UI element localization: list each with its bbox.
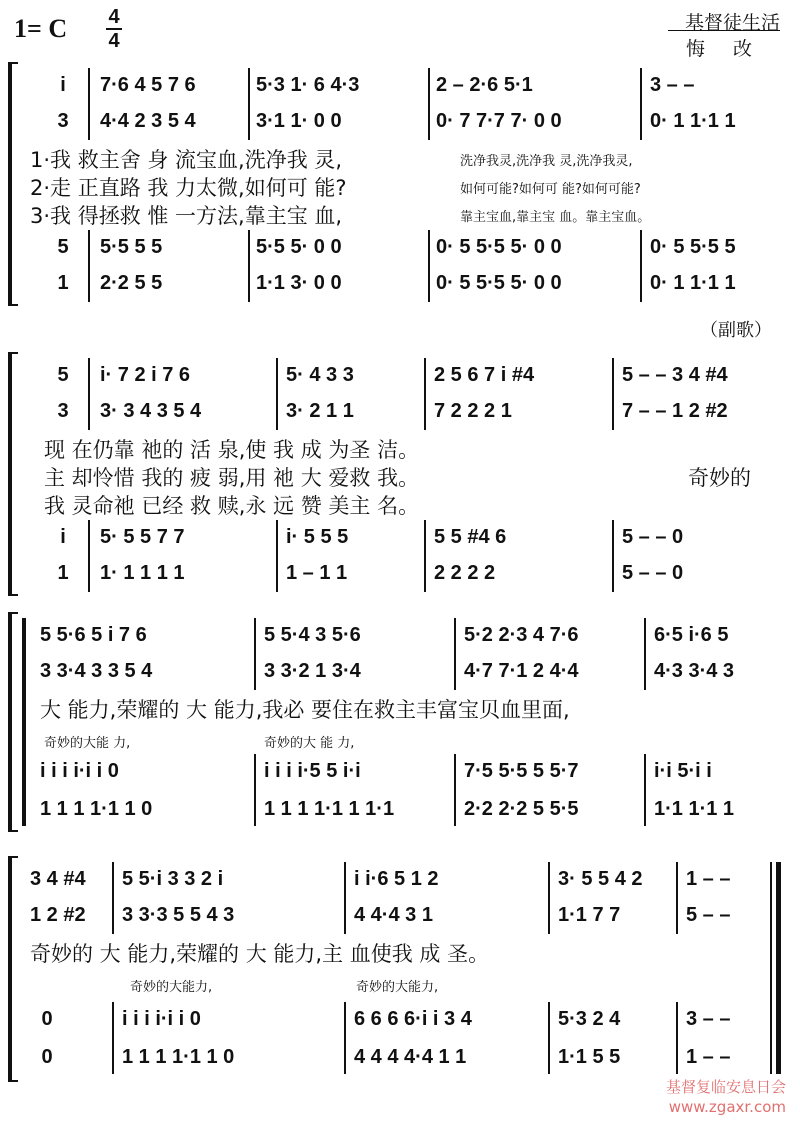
measure: 3 – – — [686, 1007, 731, 1030]
measure: i i·6 5 1 2 — [354, 867, 439, 890]
lead-note: 3 — [57, 109, 69, 132]
bass-row — [0, 1042, 800, 1072]
measure: i i i i·i i 0 — [40, 759, 119, 782]
bass-row — [0, 794, 800, 824]
measure: 7·6 4 5 7 6 — [100, 73, 196, 96]
lead-note: 5 — [57, 363, 69, 386]
measure: 4 4·4 3 1 — [354, 903, 433, 926]
measure: 5 – – — [686, 903, 731, 926]
meter-top: 4 — [108, 6, 120, 28]
measure: 2 2 2 2 — [434, 561, 496, 584]
tenor-lyric: 奇妙的大能 力, — [44, 736, 131, 751]
measure: 1 – – — [686, 1045, 731, 1068]
lyric-echo: 洗净我灵,洗净我 灵,洗净我灵, — [460, 154, 633, 169]
lead-note: i — [60, 73, 66, 96]
measure: 4 4 4 4·4 1 1 — [354, 1045, 467, 1068]
lyric-line-1 — [0, 144, 800, 172]
measure: 5·5 5· 0 0 — [256, 235, 342, 258]
tenor-row — [0, 1004, 800, 1034]
measure: 4·7 7·1 2 4·4 — [464, 659, 579, 682]
meter-bottom: 4 — [108, 30, 120, 52]
alto-row — [0, 900, 800, 930]
lyric-line-2 — [0, 462, 800, 490]
alto-row — [0, 106, 800, 136]
lyric-text: 大 能力,荣耀的 大 能力,我必 要住在救主丰富宝贝血里面, — [40, 698, 570, 722]
measure: 4·3 3·4 3 — [654, 659, 735, 682]
measure: 1·1 3· 0 0 — [256, 271, 342, 294]
measure: 5 – – 0 — [622, 525, 684, 548]
lyric-text: 3·我 得拯救 惟 一方法,靠主宝 血, — [30, 204, 343, 228]
measure: 1 1 1 1·1 1 0 — [40, 797, 153, 820]
measure: 7·5 5·5 5 5·7 — [464, 759, 579, 782]
tenor-lyric: 奇妙的大能力, — [356, 980, 439, 995]
lead-note: 0 — [41, 1007, 53, 1030]
tenor-lyric: 奇妙的大 能 力, — [264, 736, 355, 751]
tenor-row — [0, 756, 800, 786]
measure: 5 5·6 5 i 7 6 — [40, 623, 147, 646]
measure: 3 3·4 3 3 5 4 — [40, 659, 153, 682]
measure: i· 7 2 i 7 6 — [100, 363, 191, 386]
soprano-row — [0, 864, 800, 894]
measure: 5· 5 5 7 7 — [100, 525, 185, 548]
measure: 7 – – 1 2 #2 — [622, 399, 728, 422]
lyric-text: 1·我 救主舍 身 流宝血,洗净我 灵, — [30, 148, 343, 172]
measure: 5 5·i 3 3 2 i — [122, 867, 224, 890]
lead-note: 0 — [41, 1045, 53, 1068]
measure: 0· 1 1·1 1 — [650, 109, 736, 132]
bass-row — [0, 268, 800, 298]
measure: 3 3·2 1 3·4 — [264, 659, 361, 682]
watermark-url: www.zgaxr.com — [668, 1098, 786, 1116]
system-2 — [0, 348, 800, 598]
measure: 5·3 1· 6 4·3 — [256, 73, 360, 96]
lyric-text: 现 在仍靠 祂的 活 泉,使 我 成 为圣 洁。 — [44, 438, 420, 462]
measure: 1 – – — [686, 867, 731, 890]
measure: 1·1 7 7 — [558, 903, 621, 926]
measure: 1 1 1 1·1 1 0 — [122, 1045, 235, 1068]
lyric-text: 主 却怜惜 我的 疲 弱,用 祂 大 爱救 我。 — [44, 466, 420, 490]
measure: 5 – – 0 — [622, 561, 684, 584]
measure: 0· 1 1·1 1 — [650, 271, 736, 294]
lyric-text: 我 灵命祂 已经 救 赎,永 远 赞 美主 名。 — [44, 494, 420, 518]
measure: 1· 1 1 1 1 — [100, 561, 185, 584]
lead-note: 3 — [57, 399, 69, 422]
measure: 5· 4 3 3 — [286, 363, 354, 386]
measure: 6·5 i·6 5 — [654, 623, 729, 646]
system-3 — [0, 608, 800, 834]
system-1 — [0, 58, 800, 308]
measure: i·i 5·i i — [654, 759, 712, 782]
bass-row — [0, 558, 800, 588]
tenor-row — [0, 232, 800, 262]
lyric-line-3 — [0, 490, 800, 518]
measure: 5 – – 3 4 #4 — [622, 363, 728, 386]
lyric-text: 2·走 正直路 我 力太微,如何可 能? — [30, 176, 347, 200]
measure: 3· 5 5 4 2 — [558, 867, 643, 890]
soprano-row — [0, 360, 800, 390]
system-4 — [0, 852, 800, 1082]
alto-row — [0, 396, 800, 426]
measure: 3 3·3 5 5 4 3 — [122, 903, 235, 926]
chorus-label: （副歌） — [700, 320, 772, 341]
lyric-echo: 靠主宝血,靠主宝 血。靠主宝血。 — [460, 210, 651, 225]
measure: 5·3 2 4 — [558, 1007, 621, 1030]
measure: 0· 7 7·7 7· 0 0 — [436, 109, 562, 132]
source-credit: 基督徒生活 — [684, 12, 780, 34]
measure: i· 5 5 5 — [286, 525, 349, 548]
lyric-line-3 — [0, 200, 800, 228]
measure: 1 2 #2 — [30, 903, 86, 926]
measure: 5 5·4 3 5·6 — [264, 623, 361, 646]
watermark-title: 基督复临安息日会 — [665, 1078, 786, 1096]
measure: 5 5 #4 6 — [434, 525, 507, 548]
tenor-row — [0, 522, 800, 552]
measure: i i i i·5 5 i·i — [264, 759, 361, 782]
measure: 5·2 2·3 4 7·6 — [464, 623, 579, 646]
measure: 0· 5 5·5 5· 0 0 — [436, 271, 562, 294]
tenor-lyric: 奇妙的大能力, — [130, 980, 213, 995]
lyric-text: 奇妙的 大 能力,荣耀的 大 能力,主 血使我 成 圣。 — [30, 942, 490, 966]
measure: 0· 5 5·5 5· 0 0 — [436, 235, 562, 258]
measure: 1 – 1 1 — [286, 561, 348, 584]
alto-row — [0, 656, 800, 686]
lead-note: 5 — [57, 235, 69, 258]
soprano-row — [0, 620, 800, 650]
measure: 0· 5 5·5 5 — [650, 235, 736, 258]
measure: 3· 2 1 1 — [286, 399, 354, 422]
measure: 3 4 #4 — [30, 867, 86, 890]
measure: 2 – 2·6 5·1 — [436, 73, 533, 96]
lyric-line-1 — [0, 938, 800, 966]
measure: 6 6 6 6·i i 3 4 — [354, 1007, 472, 1030]
measure: 4·4 2 3 5 4 — [100, 109, 196, 132]
measure: i i i i·i i 0 — [122, 1007, 201, 1030]
measure: 7 2 2 2 1 — [434, 399, 512, 422]
measure: 1 1 1 1·1 1 1·1 — [264, 797, 395, 820]
measure: 5·5 5 5 — [100, 235, 163, 258]
lyric-line-2 — [0, 172, 800, 200]
measure: 2 5 6 7 i #4 — [434, 363, 535, 386]
measure: 2·2 5 5 — [100, 271, 163, 294]
lyric-echo: 如何可能?如何可 能?如何可能? — [460, 182, 641, 197]
measure: 1·1 5 5 — [558, 1045, 621, 1068]
time-signature — [104, 6, 124, 52]
lyric-line-1 — [0, 694, 800, 722]
measure: 3 – – — [650, 73, 695, 96]
soprano-row — [0, 70, 800, 100]
measure: 3· 3 4 3 5 4 — [100, 399, 202, 422]
lead-note: 1 — [57, 271, 69, 294]
arranger-credit: 悔改 — [685, 38, 780, 60]
measure: 3·1 1· 0 0 — [256, 109, 342, 132]
key-signature: 1= C — [14, 14, 68, 43]
lyric-line-1 — [0, 434, 800, 462]
lead-note: 1 — [57, 561, 69, 584]
measure: 1·1 1·1 1 — [654, 797, 735, 820]
lead-note: i — [60, 525, 66, 548]
lyric-pickup: 奇妙的 — [688, 466, 751, 490]
measure: 2·2 2·2 5 5·5 — [464, 797, 579, 820]
credit-rule — [668, 30, 780, 31]
